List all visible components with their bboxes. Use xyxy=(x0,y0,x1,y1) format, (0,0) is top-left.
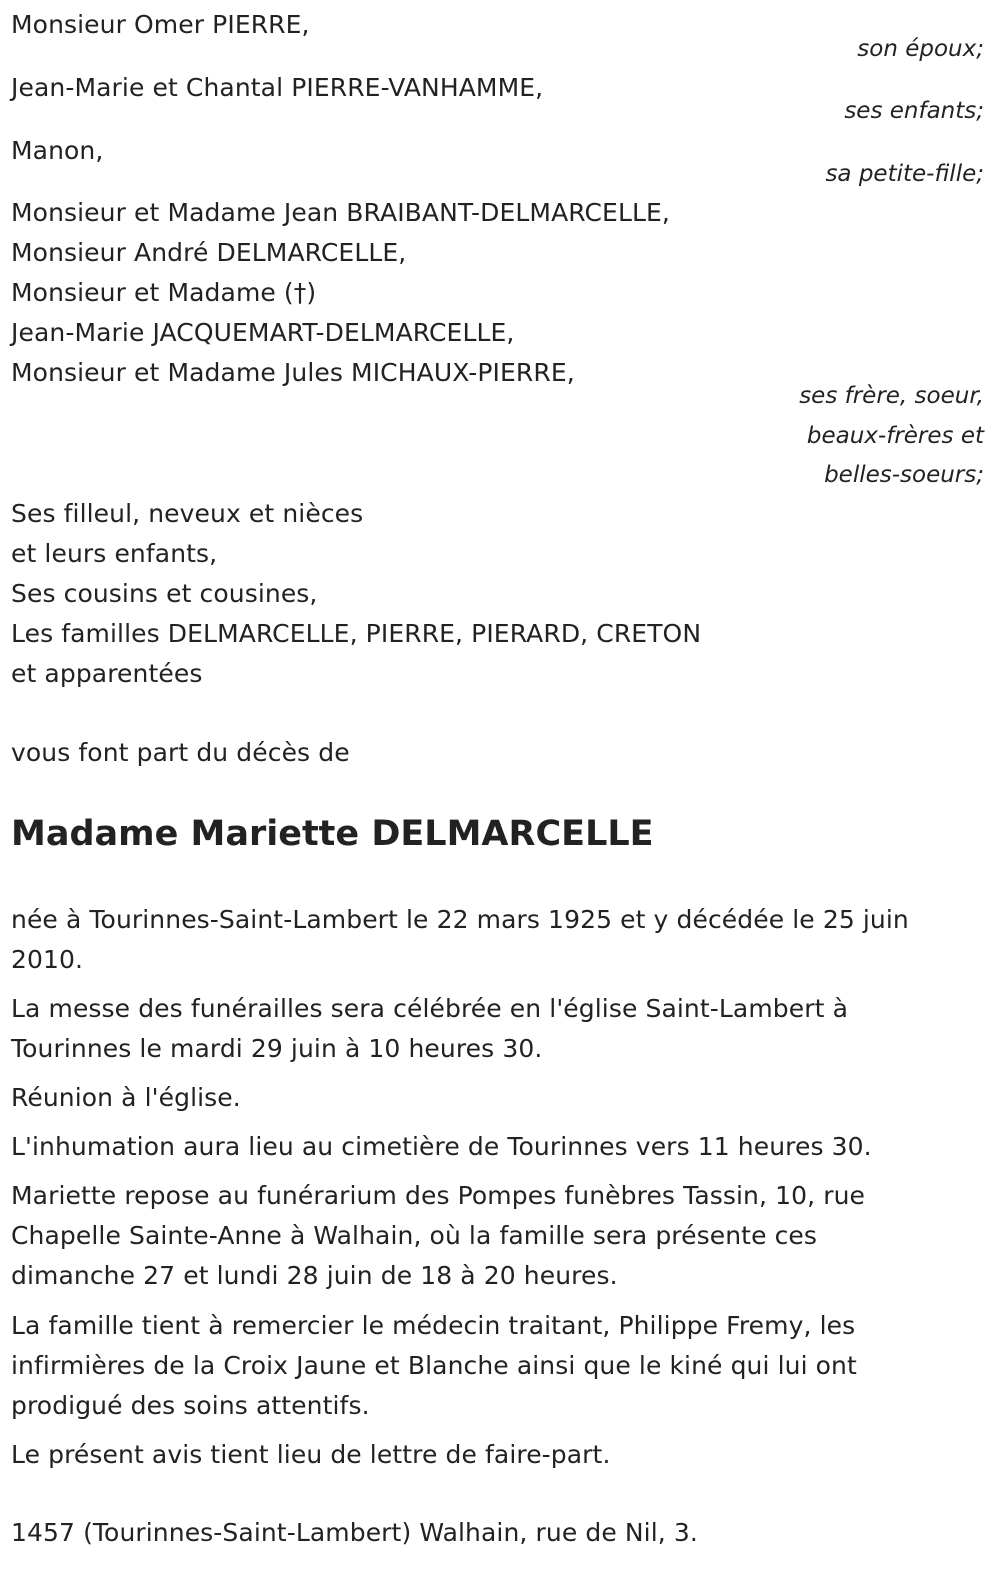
siblings-role-line: beaux-frères et xyxy=(806,423,984,449)
sibling-line: Monsieur et Madame Jules MICHAUX-PIERRE, xyxy=(11,358,575,387)
spouse-line: Monsieur Omer PIERRE, xyxy=(11,10,310,39)
details-line: prodigué des soins attentifs. xyxy=(11,1391,370,1420)
announcement-text: vous font part du décès de xyxy=(11,738,350,767)
details-line: Le présent avis tient lieu de lettre de faire-part. xyxy=(11,1440,611,1469)
details-line: née à Tourinnes-Saint-Lambert le 22 mars 1925 et y décédée le 25 juin xyxy=(11,905,909,934)
details-line: Tourinnes le mardi 29 juin à 10 heures 30. xyxy=(11,1034,543,1063)
details-line: La famille tient à remercier le médecin traitant, Philippe Fremy, les xyxy=(11,1311,856,1340)
relatives-line: et leurs enfants, xyxy=(11,539,218,568)
relatives-line: et apparentées xyxy=(11,659,203,688)
children-role: ses enfants; xyxy=(844,98,984,124)
details-line: infirmières de la Croix Jaune et Blanche ainsi que le kiné qui lui ont xyxy=(11,1351,857,1380)
details-line: 2010. xyxy=(11,945,84,974)
children-line: Jean-Marie et Chantal PIERRE-VANHAMME, xyxy=(11,73,544,102)
grandchild-line: Manon, xyxy=(11,136,104,165)
details-line: Réunion à l'église. xyxy=(11,1083,241,1112)
sibling-line: Monsieur André DELMARCELLE, xyxy=(11,238,407,267)
deceased-name: Madame Mariette DELMARCELLE xyxy=(11,814,654,854)
relatives-line: Ses cousins et cousines, xyxy=(11,579,318,608)
sibling-line: Monsieur et Madame Jean BRAIBANT-DELMARCELLE, xyxy=(11,198,670,227)
grandchild-role: sa petite-fille; xyxy=(825,161,984,187)
spouse-role: son époux; xyxy=(857,36,984,62)
sibling-line: Monsieur et Madame (†) xyxy=(11,278,317,307)
relatives-line: Ses filleul, neveux et nièces xyxy=(11,499,364,528)
relatives-line: Les familles DELMARCELLE, PIERRE, PIERARD, CRETON xyxy=(11,619,702,648)
details-line: dimanche 27 et lundi 28 juin de 18 à 20 heures. xyxy=(11,1261,618,1290)
sibling-line: Jean-Marie JACQUEMART-DELMARCELLE, xyxy=(11,318,515,347)
details-line: L'inhumation aura lieu au cimetière de Tourinnes vers 11 heures 30. xyxy=(11,1132,872,1161)
details-line: Chapelle Sainte-Anne à Walhain, où la famille sera présente ces xyxy=(11,1221,818,1250)
address-line: 1457 (Tourinnes-Saint-Lambert) Walhain, rue de Nil, 3. xyxy=(11,1518,698,1547)
siblings-role-line: ses frère, soeur, xyxy=(799,383,984,409)
details-line: Mariette repose au funérarium des Pompes funèbres Tassin, 10, rue xyxy=(11,1181,865,1210)
siblings-role-line: belles-soeurs; xyxy=(824,462,984,488)
details-line: La messe des funérailles sera célébrée en l'église Saint-Lambert à xyxy=(11,994,848,1023)
